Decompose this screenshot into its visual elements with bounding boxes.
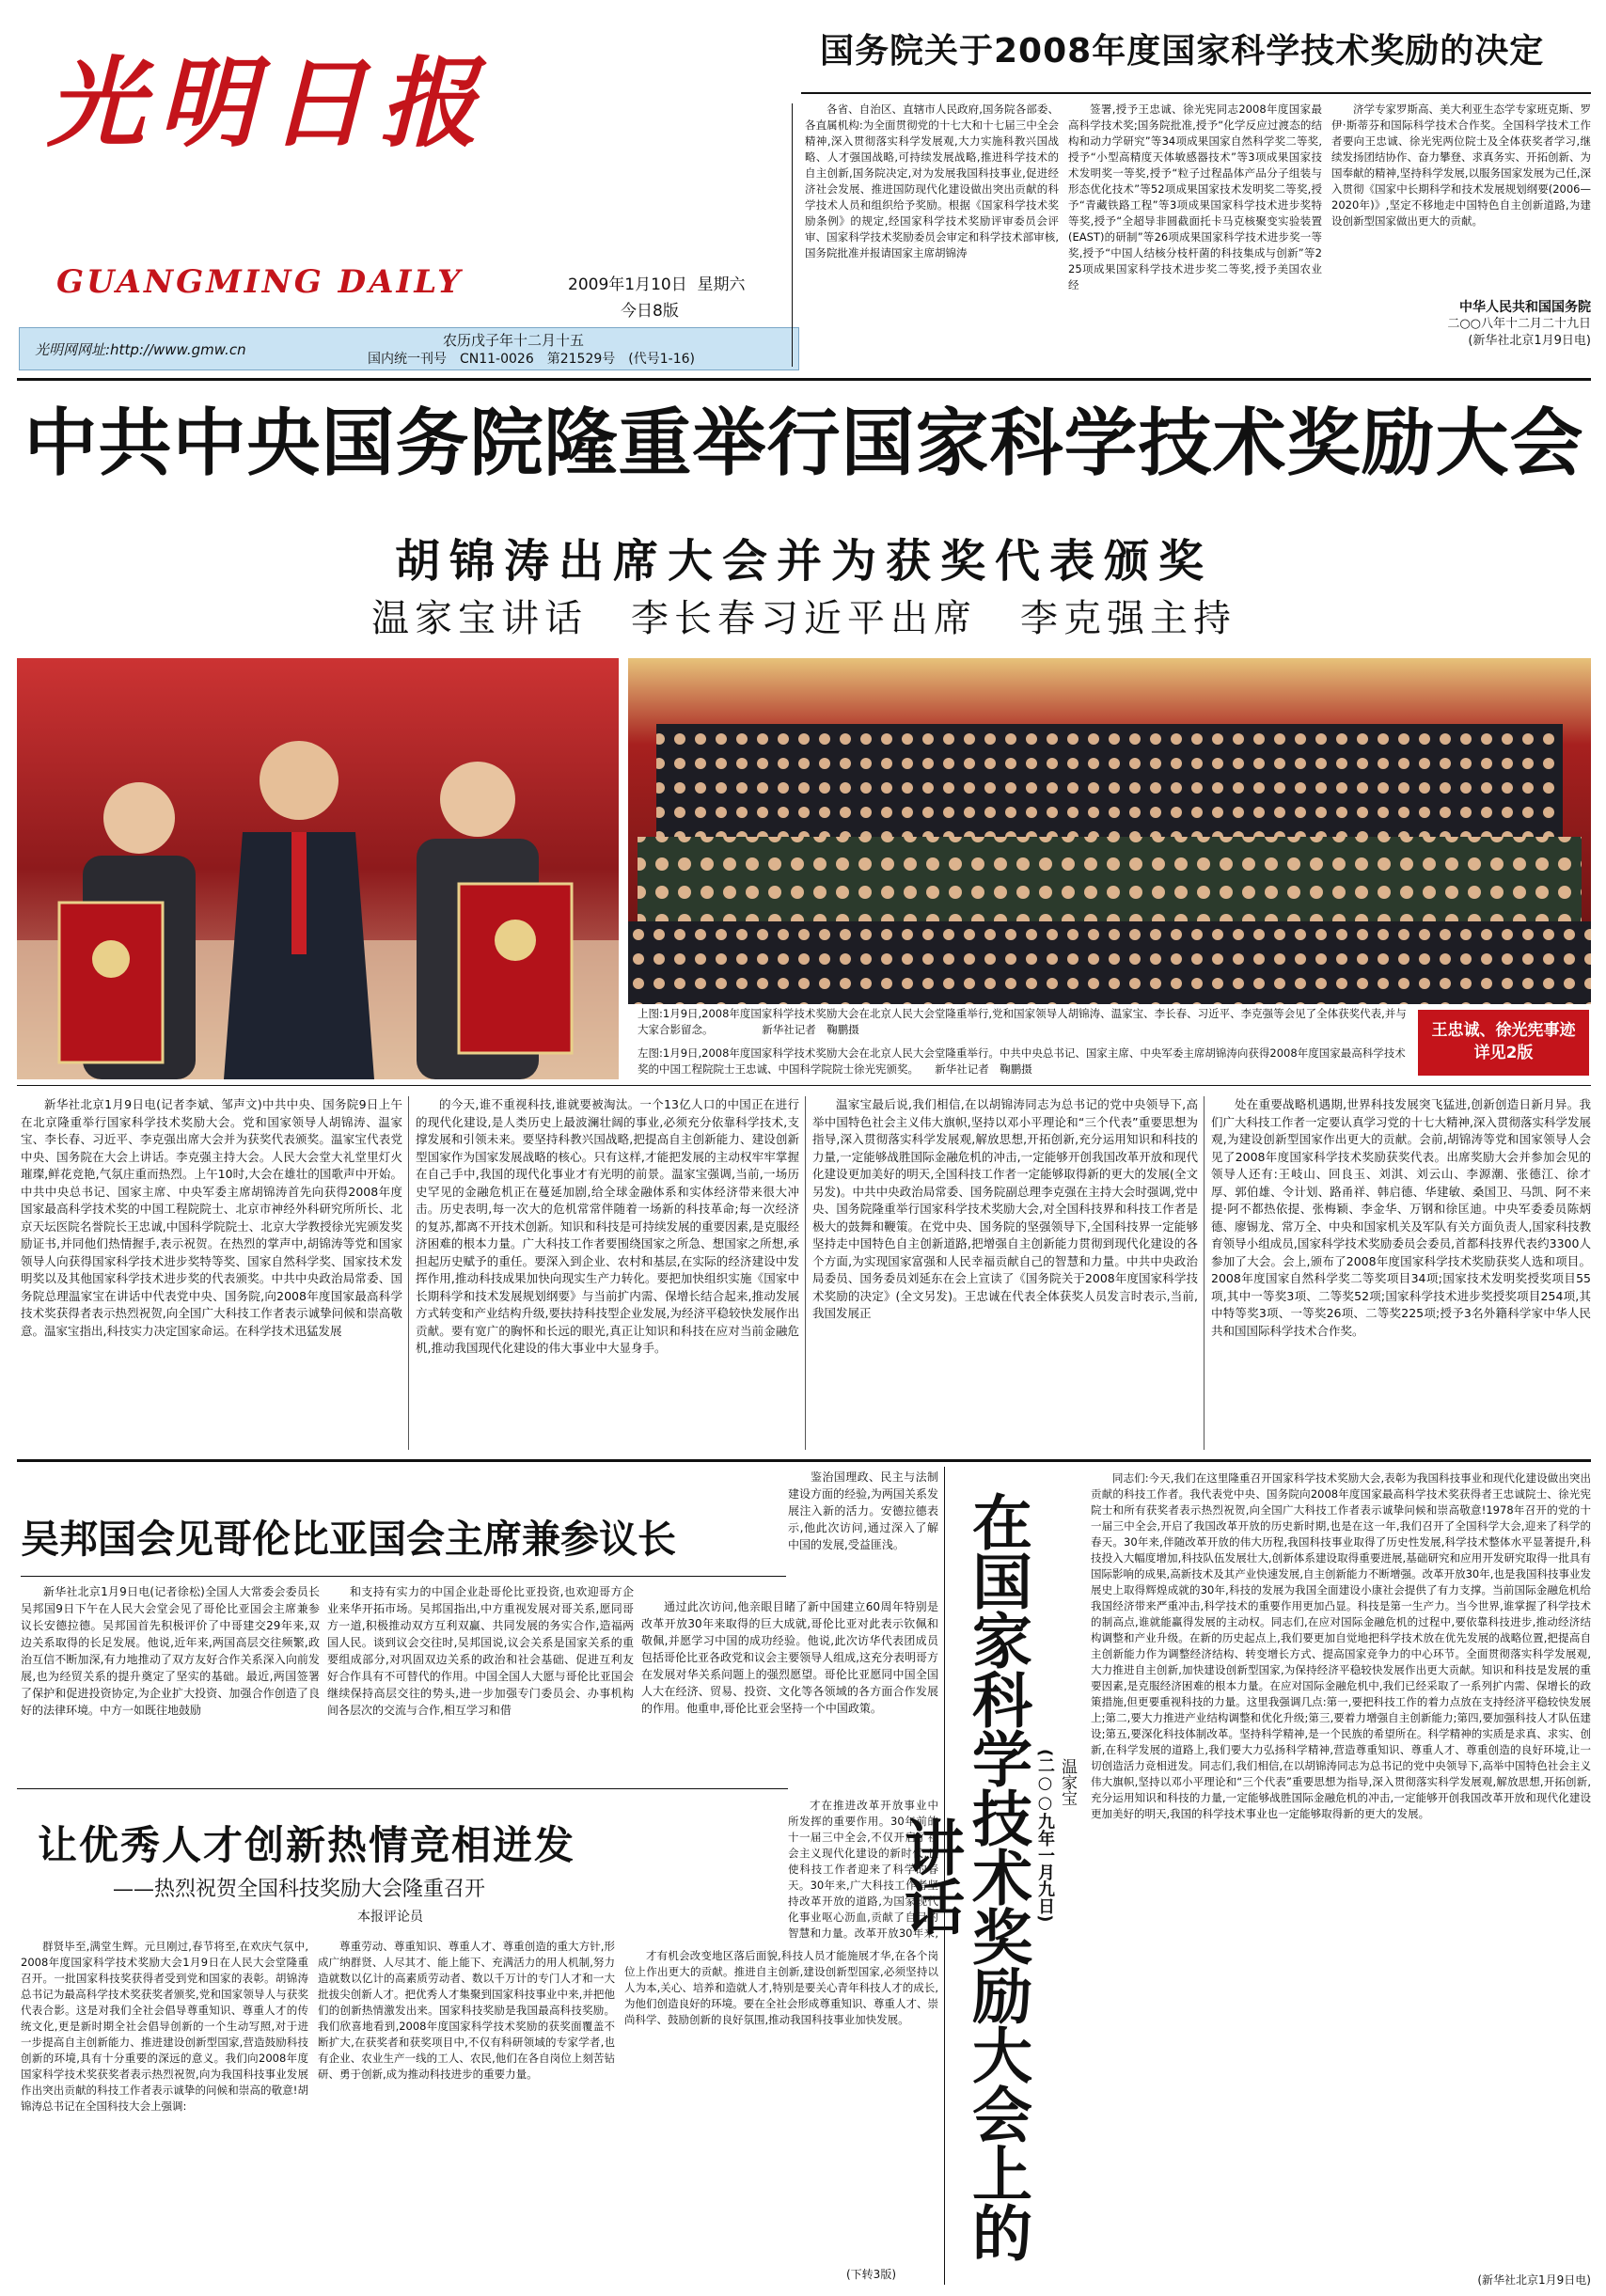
photo-caption-left: 左图:1月9日,2008年度国家科学技术奖励大会在北京人民大会堂隆重举行。中共中央总书记、国家主席、中央军委主席胡锦涛向获得2008年度国家最高科学技术奖的中国工程院院士王忠诚、中国科学院院士徐光宪颁奖。 新华社记者 鞠鹏摄 [638,1046,1406,1076]
signature-date: 二○○八年十二月二十九日 [1447,317,1591,331]
column-divider [408,1096,409,1450]
signature-source: (新华社北京1月9日电) [1468,334,1591,348]
speech-vertical-title: 在国家科学技术奖励大会上的讲话 [894,1490,1031,2261]
speech-column [1091,1470,1591,2270]
decision-signature [1331,299,1591,367]
story2-paragraph: 通过此次访问,他亲眼目睹了新中国建立60周年特别是改革开放30年来取得的巨大成就,哥伦比亚对此表示钦佩和敬佩,并愿学习中国的成功经验。他说,此次访华代表团成员包括哥伦比亚各政党和议会主要领导人组成,这充分表明哥方在发展对华关系问题上的强烈愿望。哥伦比亚愿同中国全国人大在经济、贸易、投资、文化等各领域的各方面合作发展的作用。他重申,哥伦比亚会坚持一个中国政策。 [641,1600,938,1715]
editorial-headline: 让优秀人才创新热情竞相迸发 [38,1822,576,1868]
divider [17,1459,1591,1462]
lead-subhead-2: 温家宝讲话 李长春习近平出席 李克强主持 [371,597,1236,640]
decision-column [1068,102,1322,367]
lead-subhead: 胡锦涛出席大会并为获奖代表颁奖 [394,535,1213,588]
editorial-column [21,1939,308,2285]
lead-article-paragraph: 新华社北京1月9日电(记者李斌、邹声文)中共中央、国务院9日上午在北京隆重举行国家科学技术奖励大会。党和国家领导人胡锦涛、温家宝、李长春、习近平、李克强出席大会并为获奖代表颁奖。温家宝代表党中央、国务院在大会上讲话。李克强主持大会。人民大会堂大礼堂里灯火璀璨,鲜花竞艳,气氛庄重而热烈。上午10时,大会在雄壮的国歌声中开始。中共中央总书记、国家主席、中央军委主席胡锦涛首先向获得2008年度国家最高科学技术奖的中国工程院院士、北京市神经外科研究所所长、北京天坛医院名誉院长王忠诚,中国科学院院士、北京大学教授徐光宪颁发奖励证书,并同他们热情握手,表示祝贺。在热烈的掌声中,胡锦涛等党和国家领导人向获得国家科学技术进步奖特等奖、国家自然科学奖、国家技术发明奖以及其他国家科学技术进步奖的代表颁奖。中共中央政治局常委、国务院总理温家宝在讲话中代表党中央、国务院,向2008年度国家最高科学技术奖获得者表示热烈祝贺,向全国广大科技工作者表示诚挚问候和崇高敬意。温家宝指出,科技实力决定国家命运。在科学技术迅猛发展 [21,1097,402,1338]
award-ceremony-photo [17,658,619,1079]
weekday: 星期六 [697,275,746,294]
divider [17,378,1591,381]
decision-column [805,102,1059,367]
speech-date: (二○○九年一月九日) [1035,1749,1055,1923]
lead-article-paragraph: 温家宝最后说,我们相信,在以胡锦涛同志为总书记的党中央领导下,高举中国特色社会主义伟大旗帜,坚持以邓小平理论和“三个代表”重要思想为指导,深入贯彻落实科学发展观,解放思想,开拓创新,充分运用知识和科技的力量,一定能够战胜国际金融危机的冲击,一定能够开创我国改革开放和现代化建设更加美好的明天,全国科技工作者一定能够取得新的更大的发展(全文另发)。中共中央政治局常委、国务院副总理李克强在主持大会时强调,党中央、国务院隆重举行国家科学技术奖励大会,对全国科技界和科技工作者是极大的鼓舞和鞭策。在党中央、国务院的坚强领导下,全国科技界一定能够坚持走中国特色自主创新道路,把增强自主创新能力贯彻到现代化建设的各个方面,为实现国家富强和人民幸福贡献自己的智慧和力量。中共中央政治局委员、国务委员刘延东在会上宣读了《国务院关于2008年度国家科学技术奖励的决定》(全文另发)。王忠诚在代表全体获奖人员发言时表示,当前,我国发展正 [812,1097,1198,1320]
story2-column [327,1583,634,1781]
issue-date-text: 2009年1月10日 [568,275,687,294]
editorial-column [624,1948,938,2264]
story2-column [21,1583,320,1781]
masthead-logo: 光明日报 [47,45,492,161]
signature-issuer: 中华人民共和国国务院 [1459,300,1591,315]
lead-article-paragraph: 处在重要战略机遇期,世界科技发展突飞猛进,创新创造日新月异。我们广大科技工作者一定要认真学习党的十七大精神,深入贯彻落实科学发展观,为建设创新型国家作出更大的贡献。会前,胡锦涛等党和国家领导人会见了2008年度国家科学技术奖励获奖代表。出席奖励大会并参加会见的领导人还有:王岐山、回良玉、刘淇、刘云山、李源潮、张德江、徐才厚、郭伯雄、令计划、路甬祥、韩启德、华建敏、桑国卫、马凯、阿不来提·阿不都热依提、张梅颖、李金华、万钢和徐匡迪。中央军委委员陈炳德、廖锡龙、常万全、中央和国家机关及军队有关方面负责人,国家科技教育领导小组成员,国家科学技术奖励委员会委员,首都科技界代表约3300人参加了大会。会上,颁布了2008年度国家科学技术奖励获奖人选和项目。2008年度国家自然科学奖二等奖项目34项;国家技术发明奖授奖项目55项,其中一等奖3项、二等奖52项;国家科学技术进步奖授奖项目254项,其中特等奖3项、一等奖26项、二等奖225项;授予3名外籍科学家中华人民共和国国际科学技术合作奖。 [1211,1097,1591,1338]
editorial-paragraph: 尊重劳动、尊重知识、尊重人才、尊重创造的重大方针,形成广纳群贤、人尽其才、能上能下、充满活力的用人机制,努力造就数以亿计的高素质劳动者、数以千万计的专门人才和一大批拔尖创新人才。把优秀人才集聚到国家科技事业中来,并把他们的创新热情激发出来。国家科技奖励是我国最高科技奖励。我们欣喜地看到,2008年度国家科学技术奖励的获奖面覆盖不断扩大,在获奖者和获奖项目中,不仅有科研领域的专家学者,也有企业、农业生产一线的工人、农民,他们在各自岗位上刻苦钻研、勇于创新,成为推动科技进步的重要力量。 [318,1940,615,2081]
issn: 国内统一刊号 CN11-0026 第21529号 (代号1-16) [368,352,695,367]
lead-article-column [1211,1096,1591,1450]
lead-article-column [416,1096,799,1450]
speech-author: 温家宝 [1058,1758,1077,1806]
lead-article-column [812,1096,1198,1450]
story2-paragraph: 和支持有实力的中国企业赴哥伦比亚投资,也欢迎哥方企业来华开拓市场。吴邦国指出,中方重视发展对哥关系,愿同哥方一道,积极推动双方互利双赢、共同发展的务实合作,造福两国人民。谈到议会交往时,吴邦国说,议会关系是国家关系的重要组成部分,对巩固双边关系的政治和社会基础、促进互利友好合作具有不可替代的作用。中国全国人大愿与哥伦比亚国会继续保持高层交往的势头,进一步加强专门委员会、办事机构间各层次的交流与合作,相互学习和借 [327,1585,634,1717]
editorial-column [318,1939,615,2285]
decision-headline: 国务院关于2008年度国家科学技术奖励的决定 [820,32,1545,71]
masthead-english-name: GUANGMING DAILY [56,263,464,301]
lunar-date: 农历戊子年十二月十五 [443,332,585,349]
story2-paragraph: 新华社北京1月9日电(记者徐松)全国人大常委会委员长吴邦国9日下午在人民大会堂会见了哥伦比亚国会主席兼参议长安德拉德。吴邦国首先积极评价了中哥建交29年来,双边关系取得的长足发展。他说,近年来,两国高层交往频繁,政治互信不断加深,有力地推动了双方友好合作关系深入向前发展,也为经贸关系的提升奠定了坚实的基础。最近,两国签署了保护和促进投资协定,为企业扩大投资、加强合作创造了良好的法律环境。中方一如既往地鼓励 [21,1585,320,1717]
divider [792,103,793,367]
column-divider [805,1096,806,1450]
speech-signature: (新华社北京1月9日电) [1477,2273,1591,2287]
decision-column [1331,102,1591,295]
story2-headline: 吴邦国会见哥伦比亚国会主席兼参议长 [21,1517,676,1562]
lead-article-column [21,1096,402,1450]
website[interactable]: 光明网网址:http://www.gmw.cn [35,341,246,358]
editorial-paragraph: 才在推进改革开放事业中所发挥的重要作用。30年前的十一届三中全会,不仅开启了社会主义现代化建设的新时代,也使科技工作者迎来了科学的春天。30年来,广大科技工作者坚持改革开放的道路,为国家现代化事业呕心沥血,贡献了自己的智慧和力量。改革开放30年来, [788,1799,938,1939]
page-count: 今日8版 [621,302,679,321]
story2-column [788,1469,938,1593]
see-page-2-box[interactable]: 王忠诚、徐光宪事迹详见2版 [1418,1010,1589,1076]
decision-paragraph: 签署,授予王忠诚、徐光宪同志2008年度国家最高科学技术奖;国务院批准,授予“化学反应过渡态的结构和动力学研究”等34项成果国家自然科学奖二等奖,授予“小型高精度天体敏感器技术”等3项成果国家技术发明奖一等奖,授予“粒子过程晶体产品分子组装与形态优化技术”等52项成果国家技术发明奖二等奖,授予“青藏铁路工程”等3项成果国家科学技术进步奖特等奖,授予“全超导非圆截面托卡马克核聚变实验装置(EAST)的研制”等26项成果国家科学技术进步奖一等奖,授予“中国人结核分枝杆菌的科技集成与创新”等225项成果国家科学技术进步奖二等奖,授予美国农业经 [1068,102,1322,291]
group-photo-illustration [628,658,1591,1004]
masthead [19,17,799,370]
continued-notice[interactable]: (下转3版) [846,2268,896,2281]
award-photo-illustration [17,658,619,1079]
speech-paragraph: 同志们:今天,我们在这里隆重召开国家科学技术奖励大会,表彰为我国科技事业和现代化建设做出突出贡献的科技工作者。我代表党中央、国务院向2008年度国家最高科学技术奖获得者王忠诚院士、徐光宪院士和所有获奖者表示热烈祝贺,向全国广大科技工作者表示诚挚问候和崇高敬意!1978年召开的党的十一届三中全会,开启了我国改革开放的历史新时期,也是在这一年,我们召开了全国科学大会,迎来了科学的春天。30年来,伴随改革开放的伟大历程,我国科技事业取得了历史性发展,科学技术整体水平显著提升,科技投入大幅度增加,科技队伍发展壮大,创新体系建设取得重要进展,基础研究和应用开发研究取得一批具有国际影响的成果,高新技术及其产业快速发展,自主创新能力不断增强。改革开放30年,也是我国科技事业发展史上取得辉煌成就的30年,科技的发展为我国全面建设小康社会提供了有力支撑。当前国际金融危机给我国经济带来严重冲击,科学技术的重要作用更加凸显。科技是第一生产力。当今世界,谁掌握了科学技术的制高点,谁就能赢得发展的主动权。同志们,在应对国际金融危机的过程中,要依靠科技进步,推动经济结构调整和产业升级。在新的历史起点上,我们要更加自觉地把科学技术放在优先发展的战略位置,把提高自主创新能力作为调整经济结构、转变增长方式、提高国家竞争力的中心环节。全面贯彻落实科学发展观,大力推进自主创新,加快建设创新型国家,为保持经济平稳较快发展作出更大贡献。知识和科技是发展的重要因素,是克服经济困难的根本力量。在应对国际金融危机中,我们已经采取了一系列扩内需、保增长的政策措施,但更要重视科技的力量。这里我强调几点:第一,要把科技工作的着力点放在支持经济平稳较快发展上;第二,要大力推进产业结构调整和优化升级;第三,要着力增强自主创新能力;第四,要加强科技人才队伍建设;第五,要深化科技体制改革。坚持科学精神,是一个民族的希望所在。科学精神的实质是求真、求实、创新,在科学发展的道路上,我们要大力弘扬科学精神,营造尊重知识、尊重人才、尊重创造的良好环境,让一切创造活力竞相迸发。同志们,我们相信,在以胡锦涛同志为总书记的党中央领导下,高举中国特色社会主义伟大旗帜,坚持以邓小平理论和“三个代表”重要思想为指导,深入贯彻落实科学发展观,解放思想,开拓创新,充分运用知识和科技的力量,一定能够战胜国际金融危机的冲击,一定能够开创我国改革开放和现代化建设更加美好的明天,我国的科学技术事业也一定能够取得新的更大的发展。 [1091,1471,1591,1820]
masthead-info-bar [19,327,799,370]
editorial-paragraph: 才有机会改变地区落后面貌,科技人员才能施展才华,在各个岗位上作出更大的贡献。推进自主创新,建设创新型国家,必须坚持以人为本,关心、培养和造就人才,特别是要关心青年科技人才的成长,为他们创造良好的环境。要在全社会形成尊重知识、尊重人才、崇尚科学、鼓励创新的良好氛围,推动我国科技事业加快发展。 [624,1949,938,2026]
divider [17,1788,788,1789]
story2-column [641,1598,938,1781]
lead-headline: 中共中央国务院隆重举行国家科学技术奖励大会 [24,401,1584,486]
group-photo [628,658,1591,1004]
lead-article-paragraph: 的今天,谁不重视科技,谁就要被淘汰。一个13亿人口的中国正在进行的现代化建设,是人类历史上最波澜壮阔的事业,必须充分依靠科学技术,支撑发展和引领未来。要坚持科教兴国战略,把提高自主创新能力、建设创新型国家作为国家发展战略的核心。只有这样,才能把发展的主动权牢牢掌握在自己手中,我国的现代化事业才有光明的前景。温家宝强调,当前,一场历史罕见的金融危机正在蔓延加剧,给全球金融体系和实体经济带来很大冲击。历史表明,每一次大的危机常常伴随着一场新的科技革命;每一次经济的复苏,都离不开技术创新。知识和科技是可持续发展的重要因素,是克服经济困难的根本力量。广大科技工作者要围绕国家之所急、想国家之所想,承担起历史赋予的重任。要深入到企业、农村和基层,在实际的经济建设中发挥作用,推动科技成果加快向现实生产力转化。要把加快组织实施《国家中长期科学和技术发展规划纲要》与当前扩内需、保增长结合起来,推动发展方式转变和产业结构升级,要扶持科技型企业发展,为经济平稳较快发展作出贡献。要有宽广的胸怀和长远的眼光,真正让知识和科技在应对当前金融危机,推动我国现代化建设的伟大事业中大显身手。 [416,1097,799,1355]
divider [21,1576,786,1577]
editorial-byline: 本报评论员 [357,1910,423,1925]
decision-paragraph: 各省、自治区、直辖市人民政府,国务院各部委、各直属机构:为全面贯彻党的十七大和十七届三中全会精神,深入贯彻落实科学发展观,大力实施科教兴国战略、人才强国战略,可持续发展战略,推进科学技术的自主创新,国务院决定,对为发展我国科技事业,促进经济社会发展、推进国防现代化建设做出突出贡献的科学技术人员和组织给予奖励。根据《国家科学技术奖励条例》的规定,经国家科学技术奖励评审委员会评审、国家科学技术奖励委员会审定和科学技术部审核,国务院批准并报请国家主席胡锦涛 [805,102,1059,259]
editorial-subhead: ——热烈祝贺全国科技奖励大会隆重召开 [113,1878,486,1901]
divider [801,92,1591,94]
issue-date [568,271,794,293]
decision-paragraph: 济学专家罗斯高、美大利亚生态学专家班克斯、罗伊·斯蒂芬和国际科学技术合作奖。全国科学技术工作者要向王忠诚、徐光宪两位院士及全体获奖者学习,继续发扬团结协作、奋力攀登、求真务实、开拓创新、为国奉献的精神,坚持科学发展,以服务国家发展为己任,深入贯彻《国家中长期科学和技术发展规划纲要(2006—2020年)》,坚定不移地走中国特色自主创新道路,为建设创新型国家做出更大的贡献。 [1331,102,1591,228]
divider [17,1085,1591,1086]
story2-paragraph: 鉴治国理政、民主与法制建设方面的经验,为两国关系发展注入新的活力。安德拉德表示,他此次访问,通过深入了解中国的发展,受益匪浅。 [788,1470,938,1551]
editorial-paragraph: 群贤毕至,满堂生辉。元旦刚过,春节将至,在欢庆气氛中,2008年度国家科学技术奖励大会1月9日在人民大会堂隆重召开。一批国家科技奖获得者受到党和国家的表彰。胡锦涛总书记为最高科学技术奖获奖者颁奖,党和国家领导人与获奖代表合影。这是对我们全社会倡导尊重知识、尊重人才的传统文化,更是新时期全社会倡导创新的一个生动写照,对于进一步提高自主创新能力、推进建设创新型国家,营造鼓励科技创新的环境,具有十分重要的深远的意义。我们向2008年度国家科学技术奖获奖者表示热烈祝贺,向为我国科技事业发展作出突出贡献的科技工作者表示诚挚的问候和崇高的敬意!胡锦涛总书记在全国科技大会上强调: [21,1940,308,2113]
photo-caption-top: 上图:1月9日,2008年度国家科学技术奖励大会在北京人民大会堂隆重举行,党和国家领导人胡锦涛、温家宝、李长春、习近平、李克强等会见了全体获奖代表,并与大家合影留念。 新华社记者 鞠鹏摄 [638,1007,1407,1036]
